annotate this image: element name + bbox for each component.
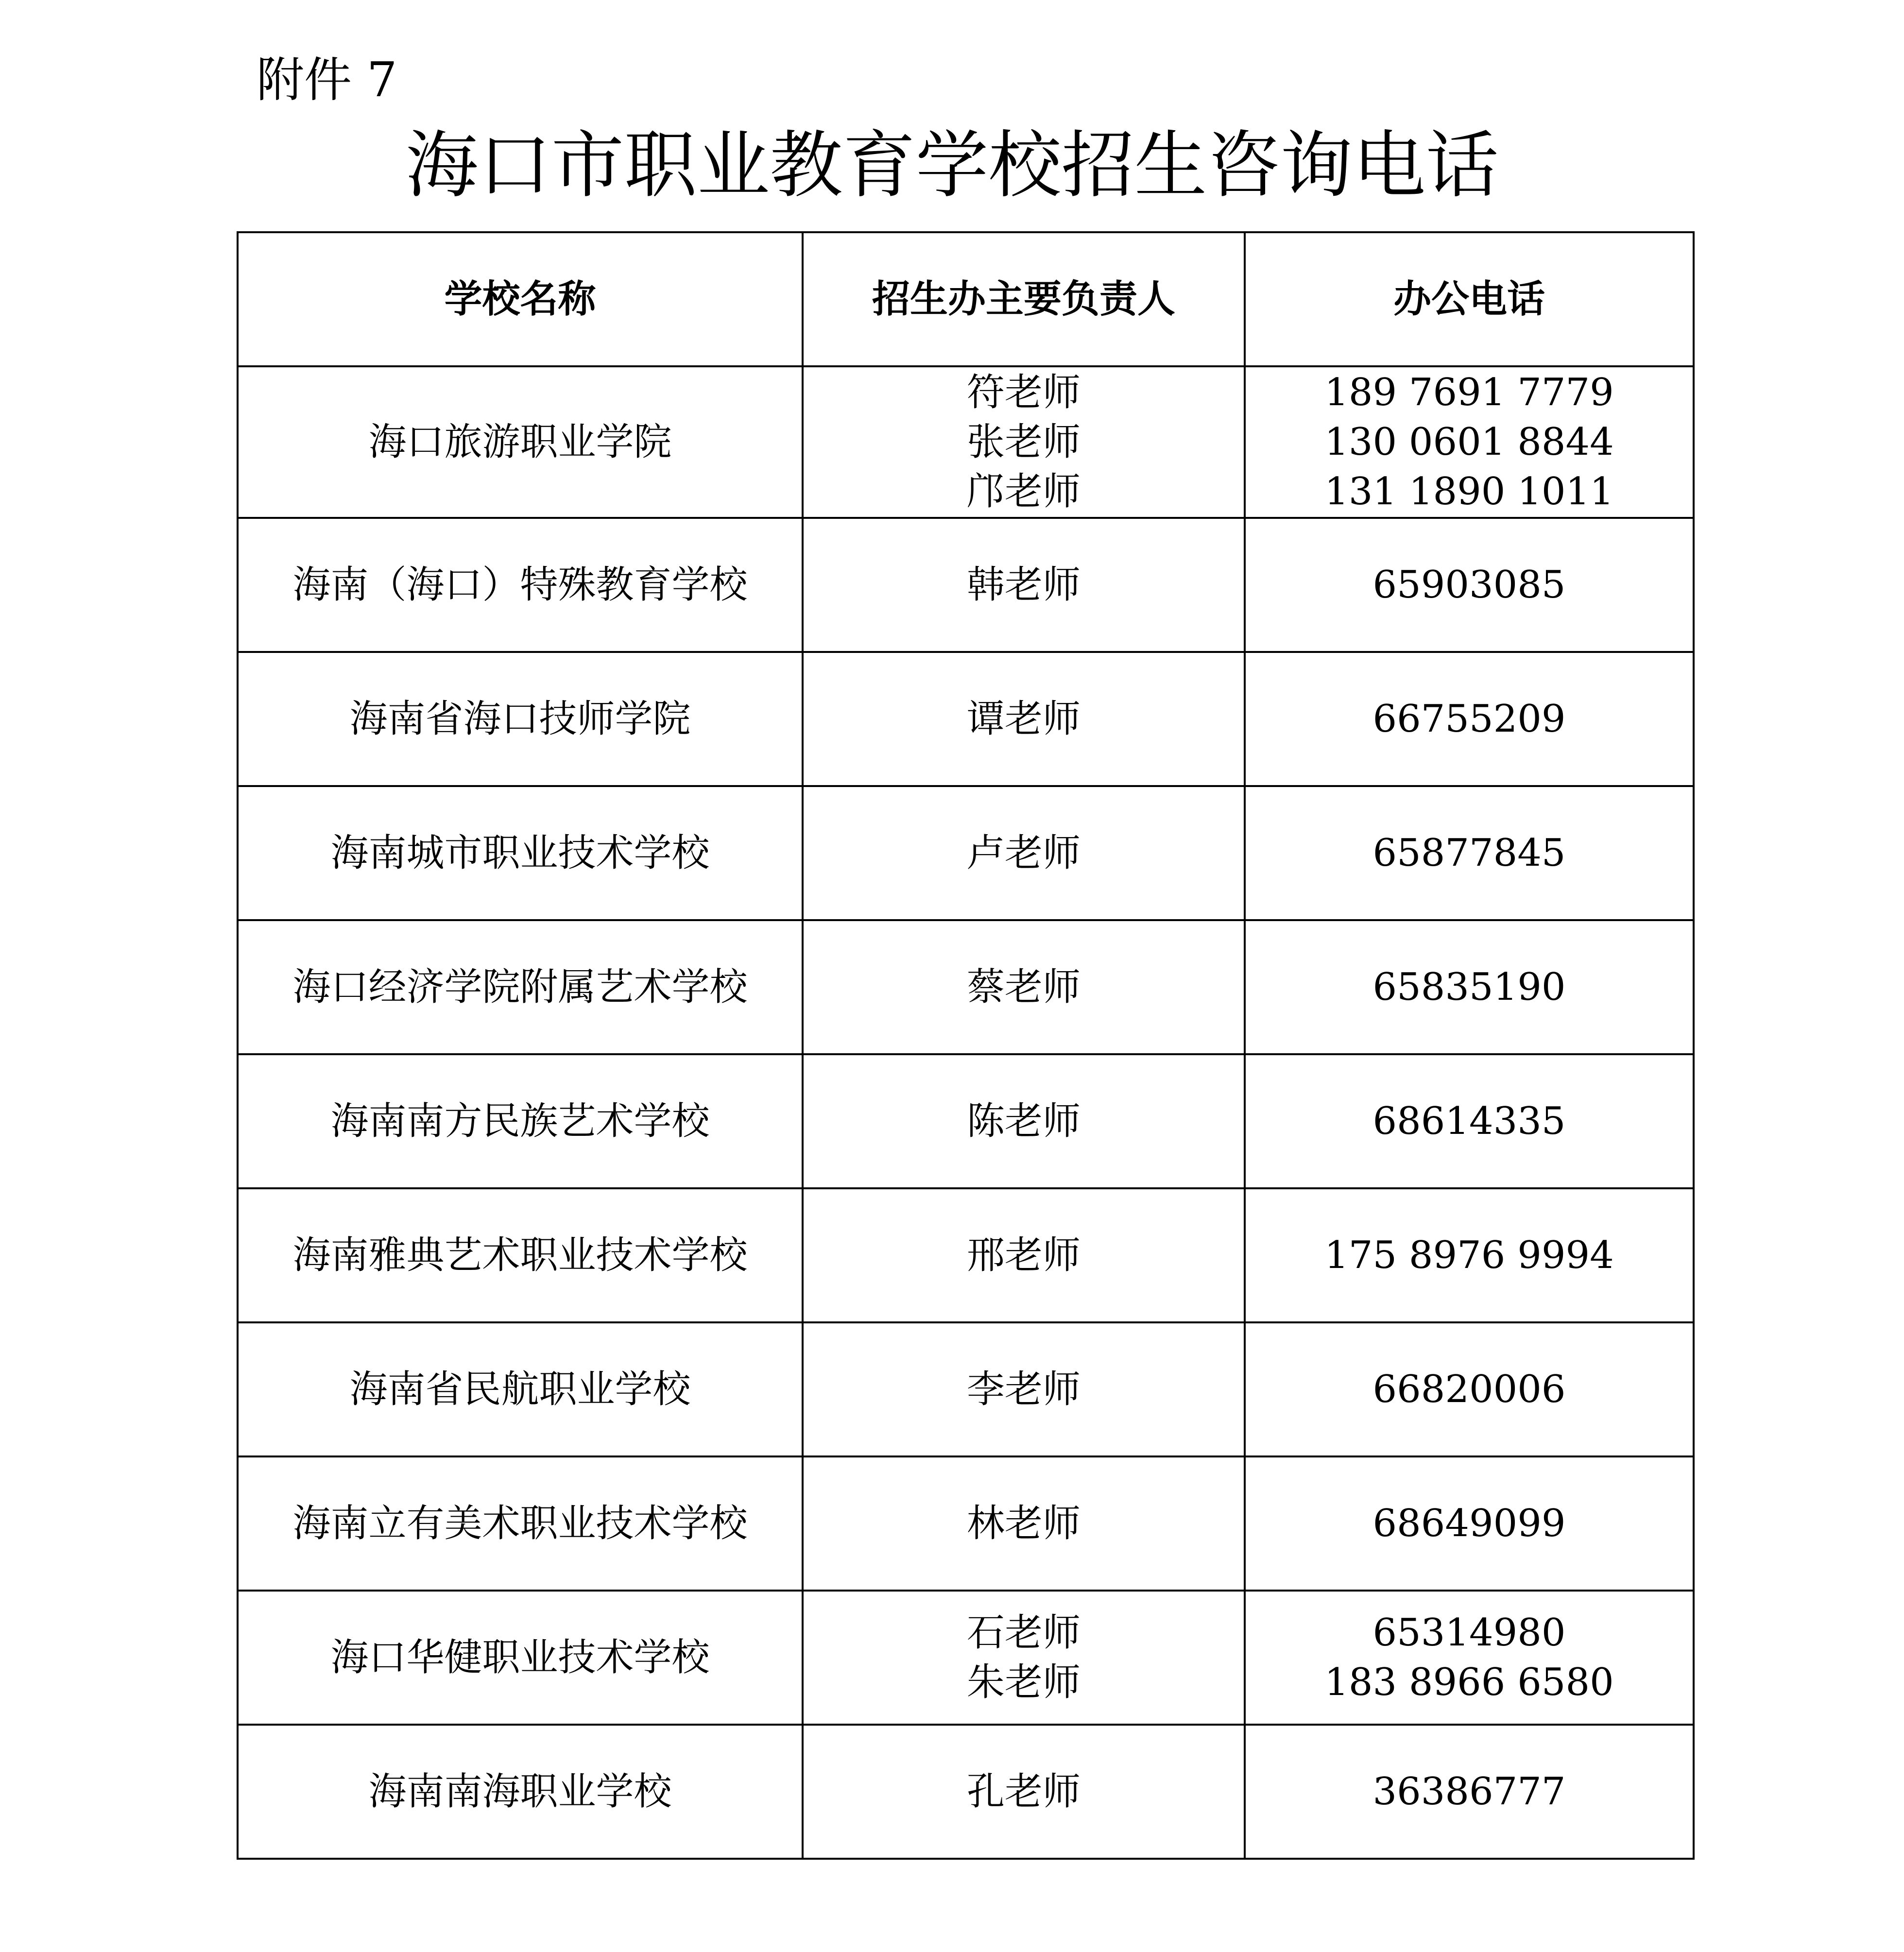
table-row: [238, 1188, 1694, 1322]
phone-number: 65877845: [1372, 831, 1566, 875]
table-header-row: [238, 232, 1694, 366]
contact-cell: [803, 786, 1245, 920]
phone-number: 66820006: [1372, 1368, 1566, 1411]
phone-number: 131 1890 1011: [1324, 470, 1614, 514]
phone-number: 36386777: [1372, 1770, 1566, 1814]
table-row: [238, 518, 1694, 652]
phone-number: 175 8976 9994: [1324, 1233, 1614, 1277]
contact-cell: [803, 1725, 1245, 1859]
school-name-cell: 海南南方民族艺术学校: [238, 1054, 803, 1188]
table-row: [238, 1591, 1694, 1725]
phone-cell: [1245, 786, 1694, 920]
phone-cell: [1245, 1054, 1694, 1188]
school-name-cell: 海南城市职业技术学校: [238, 786, 803, 920]
phone-number: 65835190: [1372, 965, 1566, 1009]
contact-name: 朱老师: [966, 1661, 1081, 1704]
contact-cell: [803, 366, 1245, 518]
phone-cell: [1245, 652, 1694, 786]
table-row: [238, 1054, 1694, 1188]
contact-cell: [803, 1591, 1245, 1725]
school-name-cell: 海南立有美术职业技术学校: [238, 1456, 803, 1591]
contact-name: 张老师: [966, 420, 1081, 464]
school-name-cell: 海口旅游职业学院: [238, 366, 803, 518]
contact-cell: [803, 1054, 1245, 1188]
school-name-cell: 海口经济学院附属艺术学校: [238, 920, 803, 1054]
phone-number: 183 8966 6580: [1324, 1661, 1614, 1704]
contact-cell: [803, 920, 1245, 1054]
contact-cell: [803, 1188, 1245, 1322]
contact-name: 谭老师: [966, 697, 1081, 741]
contact-name: 符老师: [966, 371, 1081, 414]
school-name-cell: 海南省民航职业学校: [238, 1322, 803, 1456]
phone-cell: [1245, 1591, 1694, 1725]
phone-cell: [1245, 1188, 1694, 1322]
phone-cell: [1245, 366, 1694, 518]
table-row: [238, 1725, 1694, 1859]
school-name-cell: 海口华健职业技术学校: [238, 1591, 803, 1725]
school-name-cell: 海南南海职业学校: [238, 1725, 803, 1859]
phone-number: 65314980: [1372, 1611, 1566, 1655]
phone-number: 66755209: [1372, 697, 1566, 741]
contact-name: 邢老师: [966, 1233, 1081, 1277]
table-row: [238, 1322, 1694, 1456]
table-row: [238, 652, 1694, 786]
contact-name: 蔡老师: [966, 965, 1081, 1009]
phone-cell: [1245, 518, 1694, 652]
contact-name: 李老师: [966, 1368, 1081, 1411]
contact-cell: [803, 1456, 1245, 1591]
admissions-contact-table: [237, 231, 1695, 1860]
school-name-cell: 海南雅典艺术职业技术学校: [238, 1188, 803, 1322]
contact-name: 韩老师: [966, 563, 1081, 607]
phone-cell: [1245, 1322, 1694, 1456]
contact-name: 林老师: [966, 1502, 1081, 1545]
phone-number: 65903085: [1372, 563, 1566, 607]
contact-cell: [803, 652, 1245, 786]
phone-cell: [1245, 1456, 1694, 1591]
contact-name: 卢老师: [966, 831, 1081, 875]
phone-number: 130 0601 8844: [1324, 420, 1614, 464]
header-office-phone: 办公电话: [1245, 232, 1694, 366]
contact-name: 陈老师: [966, 1099, 1081, 1143]
table-row: [238, 786, 1694, 920]
contact-name: 孔老师: [966, 1770, 1081, 1814]
phone-number: 189 7691 7779: [1324, 371, 1614, 414]
header-school-name: 学校名称: [238, 232, 803, 366]
document-title: 海口市职业教育学校招生咨询电话: [405, 123, 1499, 208]
phone-number: 68614335: [1372, 1099, 1566, 1143]
attachment-label: 附件 7: [257, 52, 397, 108]
contact-cell: [803, 518, 1245, 652]
school-name-cell: 海南（海口）特殊教育学校: [238, 518, 803, 652]
table-row: [238, 366, 1694, 518]
contact-cell: [803, 1322, 1245, 1456]
contact-name: 石老师: [966, 1611, 1081, 1655]
phone-cell: [1245, 1725, 1694, 1859]
table-row: [238, 920, 1694, 1054]
phone-number: 68649099: [1372, 1502, 1566, 1545]
table-row: [238, 1456, 1694, 1591]
school-name-cell: 海南省海口技师学院: [238, 652, 803, 786]
contact-name: 邝老师: [966, 470, 1081, 514]
phone-cell: [1245, 920, 1694, 1054]
header-contact-person: 招生办主要负责人: [803, 232, 1245, 366]
